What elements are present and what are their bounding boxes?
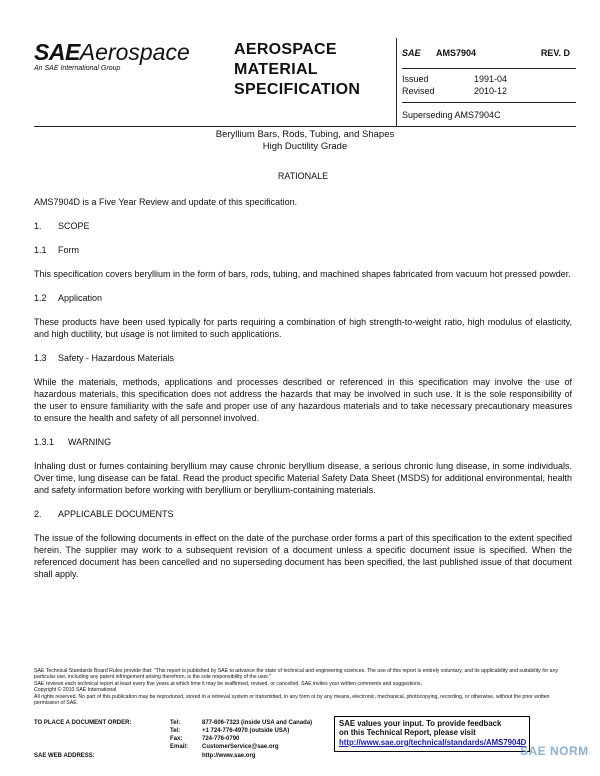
rationale-heading: RATIONALE xyxy=(277,171,329,181)
logo-sae: SAE xyxy=(34,39,80,65)
doc-number: AMS7904 xyxy=(436,48,477,58)
section-2-text: The issue of the following documents in effect on the date of the purchase order forms a part of this specification to the extent specified herein. The supplier may work to a subsequent revision of a document unless a specific document issue is specified. When the referenced document has been cancelled and no superseding document has been specified, the last published issue of that document shall apply. xyxy=(34,533,572,579)
feedback-link[interactable]: http://www.sae.org/technical/standards/AMS7904D xyxy=(339,737,527,747)
section-number: 2. xyxy=(34,509,42,519)
section-number: 1. xyxy=(34,221,42,231)
section-title: Form xyxy=(58,245,79,255)
fax-value: 724-776-0790 xyxy=(202,736,240,742)
feedback-box xyxy=(334,716,530,752)
section-1-2-heading xyxy=(34,292,572,304)
doc-revision: REV. D xyxy=(540,48,570,58)
sae-norm-watermark: SAE NORM xyxy=(520,744,589,758)
spec-type-title xyxy=(234,40,360,100)
document-body xyxy=(34,170,572,592)
revised-label: Revised xyxy=(402,86,435,96)
document-header xyxy=(34,38,576,126)
rights-text: All rights reserved. No part of this publication may be reproduced, stored in a retrieval system or transmitted, in any form or by any means, electronic, mechanical, photocopying, recording, or otherwise, without the prior written permission of SAE. xyxy=(34,693,550,707)
document-title-line-2: High Ductility Grade xyxy=(262,141,348,152)
section-1-3-heading xyxy=(34,352,572,364)
section-2-heading xyxy=(34,508,572,520)
section-number: 1.3 xyxy=(34,353,47,363)
tel-key: Tel: xyxy=(170,720,181,726)
email-value[interactable]: CustomerService@sae.org xyxy=(202,744,279,750)
superseding-note: Superseding AMS7904C xyxy=(402,110,501,120)
fax-key: Fax: xyxy=(170,736,183,742)
section-number: 1.1 xyxy=(34,245,47,255)
tel2-key: Tel: xyxy=(170,728,181,734)
warning-text: Inhaling dust or fumes containing beryllium may cause chronic beryllium disease, a serious chronic lung disease, in some individuals. Over time, lung disease can be fatal. Read the product specific Material Safety Data Sheet (MSDS) for additional environmental, health and safety information before working with beryllium or beryllium-containing materials. xyxy=(34,461,572,495)
rationale-text: AMS7904D is a Five Year Review and update of this specification. xyxy=(34,197,298,207)
web-value[interactable]: http://www.sae.org xyxy=(202,753,256,759)
section-title: Safety - Hazardous Materials xyxy=(58,353,175,363)
section-title: APPLICABLE DOCUMENTS xyxy=(58,509,174,519)
revised-value: 2010-12 xyxy=(474,86,508,96)
feedback-line-2: on this Technical Report, please visit xyxy=(339,728,476,738)
title-line-2: MATERIAL xyxy=(234,61,318,78)
issued-value: 1991-04 xyxy=(474,74,508,84)
meta-divider-1 xyxy=(402,68,576,69)
section-1-3-text: While the materials, methods, applications and processes described or referenced in this specification may involve the use of hazardous materials, this specification does not address the hazards that may be involved in such use. It is the sole responsibility of the user to ensure familiarity with the safe and proper use of any hazardous materials and to take necessary precautionary measures to ensure the health and safety of all personnel involved. xyxy=(34,377,572,423)
section-number: 1.2 xyxy=(34,293,47,303)
order-label: TO PLACE A DOCUMENT ORDER: xyxy=(34,720,132,726)
tel2-value: +1 724-776-4970 (outside USA) xyxy=(202,728,290,734)
copyright-text: Copyright © 2010 SAE International xyxy=(34,687,117,694)
tel-value: 877-606-7323 (inside USA and Canada) xyxy=(202,720,313,726)
email-key: Email: xyxy=(170,744,189,750)
section-title: WARNING xyxy=(68,437,112,447)
review-text: SAE reviews each technical report at least every five years at which time it may be reaffirmed, revised, or cancelled. SAE invites your written comments and suggestions. xyxy=(34,680,422,687)
section-1-2-text: These products have been used typically for parts requiring a combination of high strength-to-weight ratio, high modulus of elasticity, and high ductility, but usage is not limited to such applications. xyxy=(34,317,572,339)
section-1-heading xyxy=(34,220,572,232)
logo-subtitle: An SAE International Group xyxy=(34,65,121,72)
board-rules-text: SAE Technical Standards Board Rules provide that: "This report is published by SAE to advance the state of technical and engineering sciences. The use of this report is entirely voluntary, and its applicability and suitability for any particular use, including any patent infringement arising therefrom, is the sole responsibility of the user." xyxy=(34,668,559,681)
section-1-1-heading xyxy=(34,244,572,256)
doc-id-row xyxy=(402,48,576,62)
legal-footer xyxy=(34,668,570,706)
sae-mini-logo: SAE xyxy=(402,48,421,58)
document-title-line-1: Beryllium Bars, Rods, Tubing, and Shapes xyxy=(215,129,395,140)
section-title: SCOPE xyxy=(58,221,90,231)
issued-label: Issued xyxy=(402,74,429,84)
header-divider xyxy=(396,38,397,126)
section-title: Application xyxy=(58,293,103,303)
revised-row xyxy=(402,86,507,96)
title-line-1: AEROSPACE xyxy=(234,41,337,58)
section-number: 1.3.1 xyxy=(34,437,55,447)
meta-divider-2 xyxy=(402,102,576,103)
issued-row xyxy=(402,74,507,84)
feedback-line-1: SAE values your input. To provide feedback xyxy=(339,719,502,728)
logo-wordmark xyxy=(34,40,190,64)
section-1-3-1-heading xyxy=(34,436,572,448)
title-line-3: SPECIFICATION xyxy=(234,81,361,98)
web-label: SAE WEB ADDRESS: xyxy=(34,753,95,759)
section-1-1-text: This specification covers beryllium in the form of bars, rods, tubing, and machined shapes fabricated from vacuum hot pressed powder. xyxy=(34,269,571,279)
logo-aerospace: Aerospace xyxy=(79,39,190,65)
header-bottom-rule xyxy=(34,126,576,127)
sae-aerospace-logo xyxy=(34,40,190,72)
